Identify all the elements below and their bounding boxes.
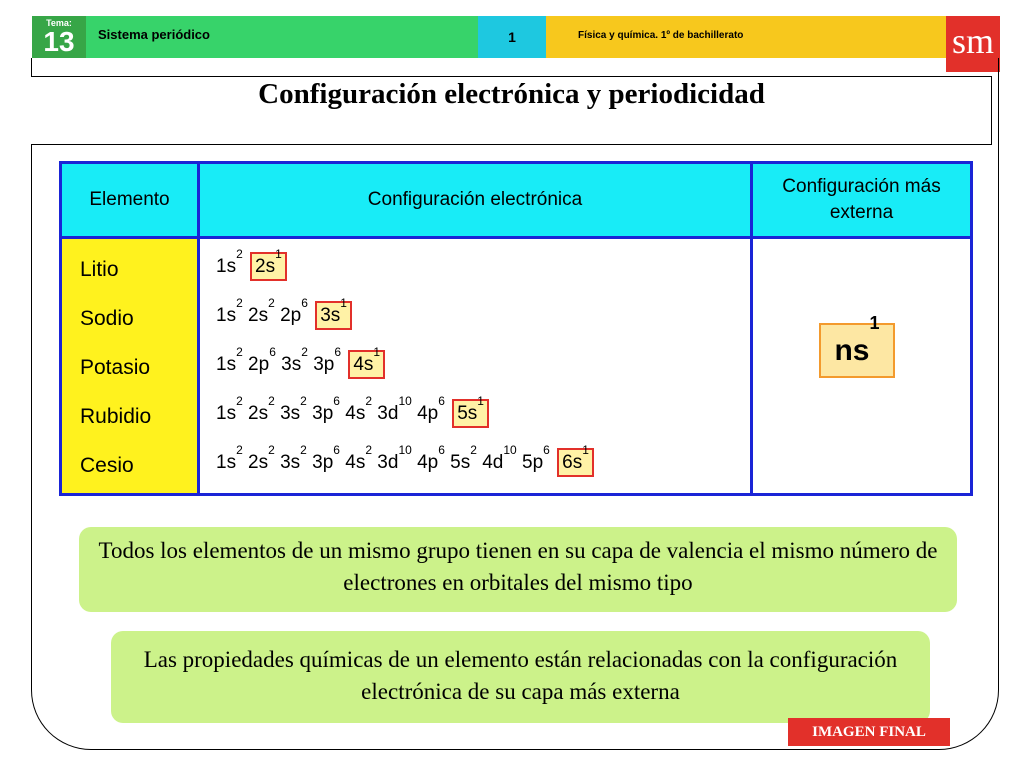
page-title: Configuración electrónica y periodicidad — [258, 78, 765, 110]
orbital-electrons: 10 — [503, 443, 517, 457]
orbital-electrons: 6 — [438, 394, 445, 408]
note-valence-electrons: Todos los elementos de un mismo grupo tienen en su capa de valencia el mismo número de electrones en orbitales del mismo tipo — [79, 527, 957, 612]
electron-configuration — [216, 443, 594, 474]
orbital-electrons: 2 — [236, 247, 243, 261]
orbital: 1s — [216, 256, 237, 277]
orbital: 3p — [306, 403, 334, 424]
outer-shell-highlight — [348, 345, 385, 379]
orbital: 3s — [274, 403, 301, 424]
orbital: 3s — [274, 452, 301, 473]
orbital: 5s — [457, 403, 478, 424]
orbital: 1s — [216, 403, 237, 424]
orbital-electrons: 6 — [543, 443, 550, 457]
outer-shell-highlight — [557, 443, 594, 477]
topic-number: 13 — [43, 26, 75, 57]
outer-shell-highlight — [452, 394, 489, 428]
outer-configuration-box — [819, 313, 895, 378]
orbital-electrons: 1 — [275, 247, 282, 261]
orbital-electrons: 2 — [300, 394, 307, 408]
topic-title-band — [86, 16, 478, 58]
orbital: 5p — [516, 452, 544, 473]
orbital: 4p — [411, 403, 439, 424]
element-name: Litio — [80, 258, 119, 281]
orbital-electrons: 2 — [300, 443, 307, 457]
orbital: 2s — [242, 305, 269, 326]
orbital: 1s — [216, 305, 237, 326]
orbital-electrons: 2 — [268, 394, 275, 408]
orbital-electrons: 2 — [470, 443, 477, 457]
orbital: 4s — [339, 403, 366, 424]
orbital-electrons: 6 — [333, 394, 340, 408]
orbital: 2p — [242, 354, 270, 375]
orbital: 1s — [216, 452, 237, 473]
orbital-electrons: 2 — [236, 394, 243, 408]
orbital: 3d — [372, 452, 399, 473]
orbital: 3p — [307, 354, 335, 375]
orbital-electrons: 6 — [333, 443, 340, 457]
element-name: Cesio — [80, 454, 134, 477]
orbital-electrons: 6 — [438, 443, 445, 457]
electron-configuration — [216, 394, 489, 425]
orbital: 4s — [353, 354, 374, 375]
orbital: 4d — [476, 452, 504, 473]
outer-shell-highlight — [315, 296, 352, 330]
outer-shell-highlight — [250, 247, 287, 281]
orbital-electrons: 6 — [269, 345, 276, 359]
subject-label: Física y química. 1º de bachillerato — [578, 30, 744, 41]
orbital: 5s — [444, 452, 471, 473]
orbital-electrons: 2 — [236, 296, 243, 310]
orbital: 3p — [306, 452, 334, 473]
orbital-electrons: 2 — [236, 345, 243, 359]
orbital-electrons: 10 — [398, 394, 412, 408]
electron-configuration — [216, 296, 352, 327]
subject-band — [546, 16, 946, 58]
slide-number: 1 — [478, 16, 546, 58]
orbital: 2s — [242, 403, 269, 424]
orbital: 2p — [274, 305, 302, 326]
topic-title: Sistema periódico — [98, 27, 210, 42]
orbital: 6s — [562, 452, 583, 473]
orbital: 3s — [275, 354, 302, 375]
topic-label: Tema: — [46, 18, 72, 28]
orbital-electrons: 1 — [373, 345, 381, 359]
electron-configuration — [216, 345, 385, 376]
element-name: Rubidio — [80, 405, 152, 428]
orbital: 4s — [339, 452, 366, 473]
outer-configuration-base: ns — [834, 334, 870, 367]
element-name: Sodio — [80, 307, 134, 330]
orbital-electrons: 2 — [268, 296, 275, 310]
orbital: 3d — [372, 403, 399, 424]
outer-configuration-exponent: 1 — [869, 313, 880, 333]
header-outer-configuration-label: Configuración más externa — [782, 176, 941, 223]
orbital-electrons: 1 — [582, 443, 589, 457]
header-outer-configuration — [750, 161, 973, 239]
orbital-electrons: 2 — [365, 443, 373, 457]
final-image-tag: IMAGEN FINAL — [788, 718, 950, 746]
orbital-electrons: 10 — [398, 443, 412, 457]
header-element: Elemento — [59, 161, 200, 239]
header-configuration: Configuración electrónica — [197, 161, 753, 239]
orbital-electrons: 2 — [365, 394, 373, 408]
orbital-electrons: 2 — [236, 443, 243, 457]
element-name: Potasio — [80, 356, 151, 379]
orbital: 3s — [320, 305, 341, 326]
orbital-electrons: 2 — [301, 345, 308, 359]
orbital: 2s — [255, 256, 276, 277]
orbital: 4p — [411, 452, 439, 473]
note-chemical-properties: Las propiedades químicas de un elemento están relacionadas con la configuración electrónica de su capa más externa — [111, 631, 930, 723]
orbital-electrons: 1 — [477, 394, 484, 408]
publisher-logo: sm — [946, 16, 1000, 72]
orbital-electrons: 6 — [301, 296, 308, 310]
topic-number-badge — [32, 16, 86, 58]
orbital-electrons: 2 — [268, 443, 275, 457]
orbital-electrons: 1 — [340, 296, 347, 310]
orbital: 2s — [242, 452, 269, 473]
electron-configuration — [216, 247, 287, 278]
orbital: 1s — [216, 354, 237, 375]
orbital-electrons: 6 — [334, 345, 342, 359]
